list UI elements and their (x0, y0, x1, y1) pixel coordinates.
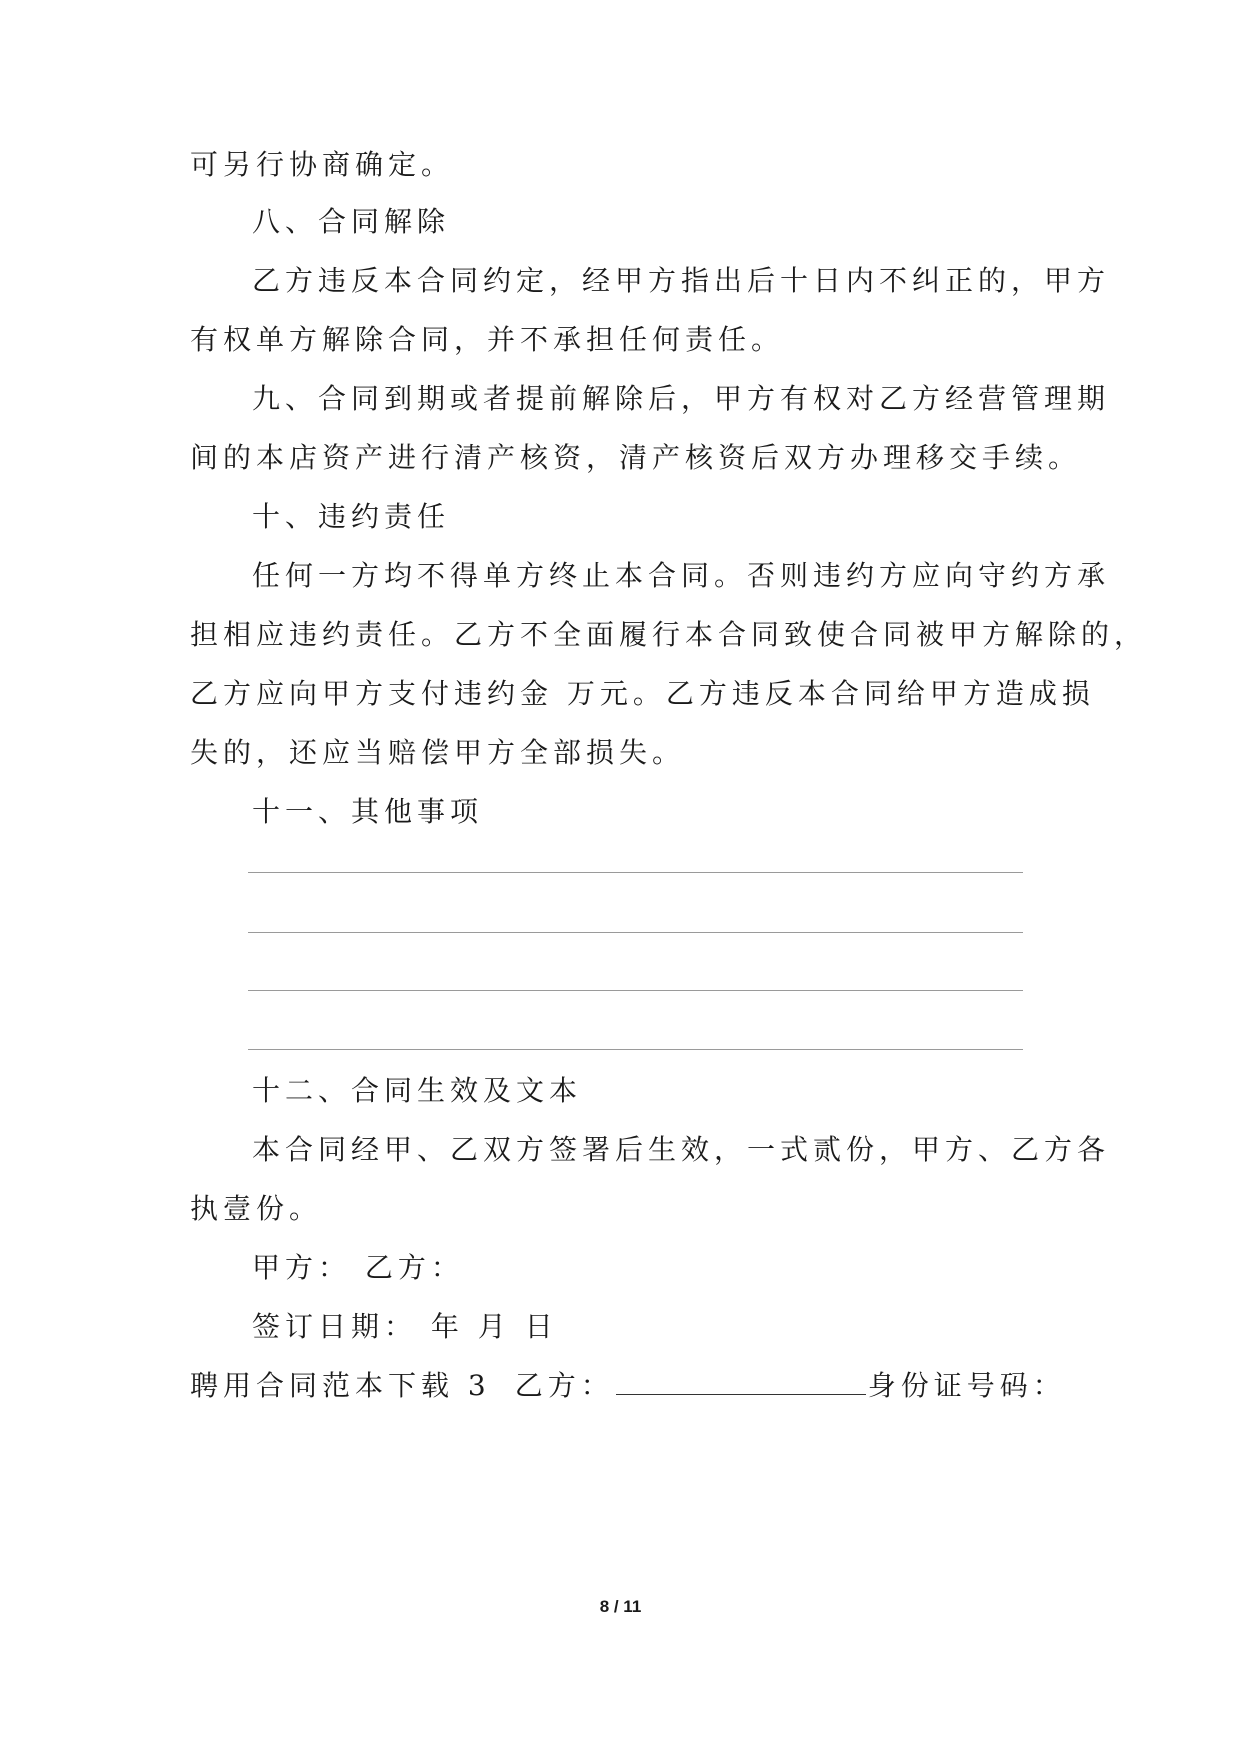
next-contract-title: 聘用合同范本下载 3 (190, 1369, 491, 1402)
section-11-heading: 十一、其他事项 (252, 795, 484, 828)
next-contract-header (190, 1366, 1066, 1406)
section-10-text-line-3: 乙方应向甲方支付违约金 万元。乙方违反本合同给甲方造成损 (190, 677, 1095, 710)
blank-line-3 (248, 990, 1023, 991)
section-10-heading: 十、违约责任 (252, 500, 451, 533)
signing-date: 签订日期： 年 月 日 (252, 1310, 558, 1343)
blank-line-1 (248, 872, 1023, 873)
blank-line-4 (248, 1049, 1023, 1050)
paragraph-continuation: 可另行协商确定。 (190, 148, 455, 181)
page-number: 8 / 11 (599, 1597, 642, 1616)
section-9-text-line-1: 九、合同到期或者提前解除后，甲方有权对乙方经营管理期 (252, 382, 1111, 415)
section-10-text-line-4: 失的，还应当赔偿甲方全部损失。 (190, 736, 686, 769)
section-10-text-line-1: 任何一方均不得单方终止本合同。否则违约方应向守约方承 (252, 559, 1111, 592)
party-name-blank (616, 1368, 866, 1395)
blank-line-2 (248, 932, 1023, 933)
section-8-text-line-2: 有权单方解除合同，并不承担任何责任。 (190, 323, 785, 356)
section-12-text-line-2: 执壹份。 (190, 1192, 323, 1225)
section-8-text-line-1: 乙方违反本合同约定，经甲方指出后十日内不纠正的，甲方 (252, 264, 1111, 297)
section-12-heading: 十二、合同生效及文本 (252, 1074, 583, 1107)
section-8-heading: 八、合同解除 (252, 205, 451, 238)
id-number-label: 身份证号码： (867, 1369, 1066, 1402)
section-10-text-line-2: 担相应违约责任。乙方不全面履行本合同致使合同被甲方解除的， (190, 618, 1148, 651)
signature-parties: 甲方： 乙方： (252, 1251, 464, 1284)
next-party-label: 乙方： (514, 1369, 614, 1402)
section-12-text-line-1: 本合同经甲、乙双方签署后生效，一式贰份，甲方、乙方各 (252, 1133, 1111, 1166)
section-9-text-line-2: 间的本店资产进行清产核资，清产核资后双方办理移交手续。 (190, 441, 1082, 474)
